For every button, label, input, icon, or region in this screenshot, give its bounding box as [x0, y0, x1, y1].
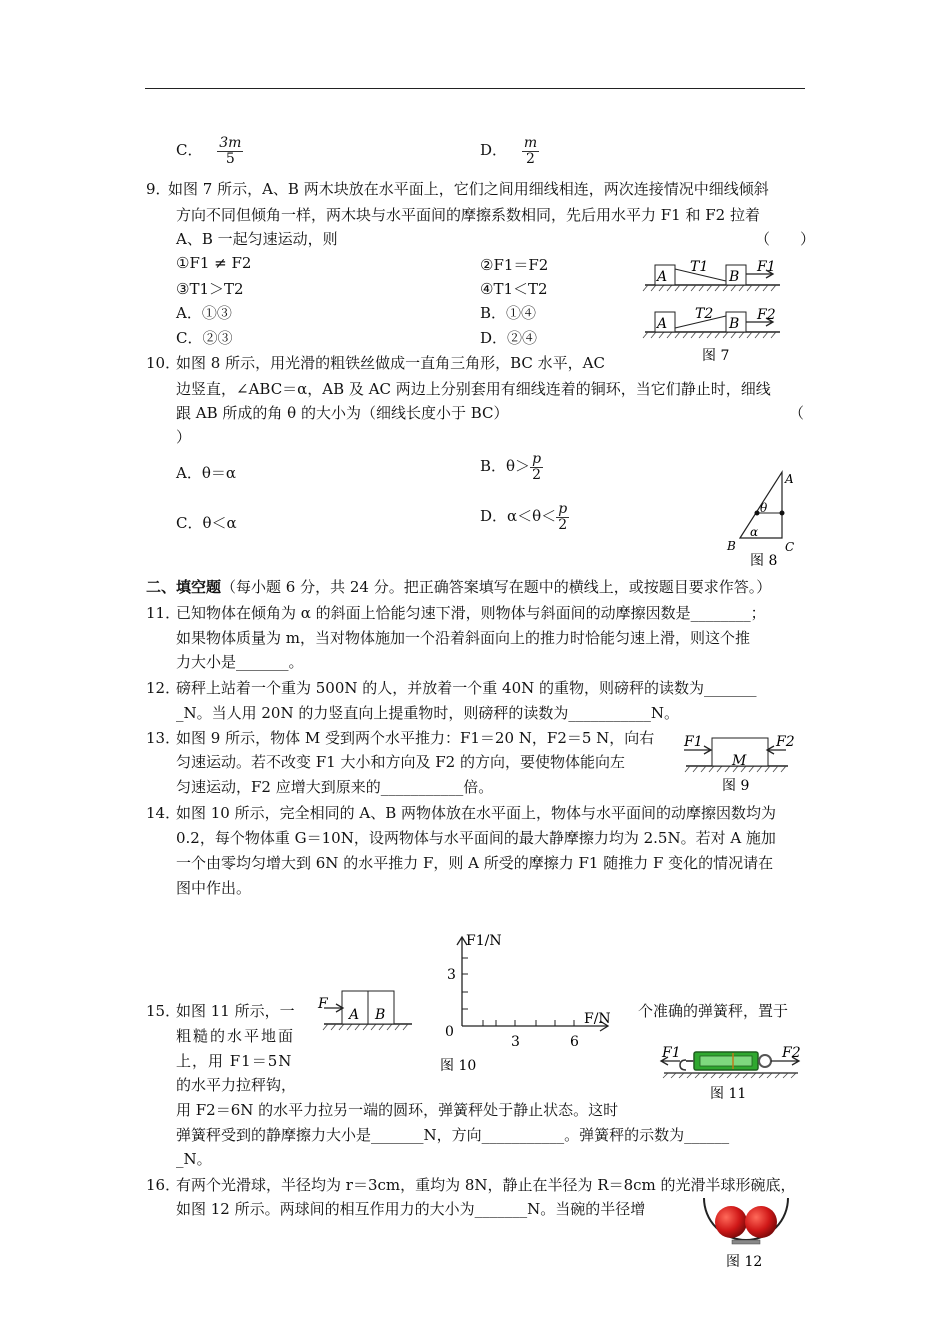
q9-option-b: B．①④: [480, 304, 537, 322]
section2-desc: （每小题 6 分，共 24 分。把正确答案填写在题中的横线上，或按题目要求作答。）: [221, 578, 772, 596]
q14-number: 14．: [146, 804, 181, 822]
figure-9: [680, 728, 795, 798]
fig8-ring-ab: [755, 511, 760, 516]
q15-line7: _N。: [176, 1150, 212, 1168]
figure-12: [696, 1192, 796, 1274]
fig9-label-f2: F2: [776, 734, 795, 750]
fig7-upper: [643, 259, 780, 291]
q13-number: 13．: [146, 729, 181, 747]
q9-line2: 方向不同但倾角一样，两木块与水平面间的摩擦系数相同，先后用水平力 F1 和 F2 拉着: [176, 206, 760, 224]
q8-d-fraction: $\frac{m}{2}$: [523, 135, 538, 167]
fig11-label-f2: F2: [782, 1045, 801, 1061]
q9-statement-2: ②F1＝F2: [480, 256, 549, 274]
fig11-label-f1: F1: [662, 1045, 681, 1061]
q10-option-a: A．θ＝α: [176, 464, 236, 482]
fig10-label-f: F: [318, 996, 328, 1012]
q13-line2: 匀速运动。若不改变 F1 大小和方向及 F2 的方向，要使物体能向左: [176, 753, 625, 771]
fig7-label-f2: F2: [757, 307, 776, 323]
q11-line1: 已知物体在倾角为 α 的斜面上恰能匀速下滑，则物体与斜面间的动摩擦因数是________；: [176, 604, 766, 622]
fig10-label-b: B: [375, 1007, 386, 1023]
fig11-hook: [680, 1060, 686, 1070]
figure-10-blocks: [316, 986, 416, 1036]
figure-11: [658, 1040, 804, 1104]
q11-number: 11．: [146, 604, 181, 622]
q14-line1: 如图 10 所示，完全相同的 A、B 两物体放在水平面上，物体与水平面间的动摩擦因数均为: [176, 804, 777, 822]
q9-number: 9．: [146, 180, 171, 198]
q12-number: 12．: [146, 679, 181, 697]
q15-number: 15．: [146, 1002, 181, 1020]
q9-line1: 如图 7 所示，A、B 两木块放在水平面上，它们之间用细线相连，两次连接情况中细线倾斜: [168, 180, 769, 198]
q9-line3: A、B 一起匀速运动，则: [176, 230, 338, 248]
q13-line3: 匀速运动，F2 应增大到原来的___________倍。: [176, 778, 494, 796]
fig12-caption: 图 12: [726, 1254, 763, 1270]
q11-line3: 力大小是_______。: [176, 653, 304, 671]
figure-8: [722, 466, 802, 572]
fig9-label-m: M: [732, 753, 747, 769]
fig7-label-f1: F1: [757, 259, 776, 275]
fig12-base: [732, 1240, 760, 1244]
fig7-lower: [643, 306, 780, 338]
figure-7: [640, 252, 790, 367]
q15-line4: 的水平力拉秤钩，: [176, 1076, 297, 1094]
q9-statement-3: ③T1＞T2: [176, 280, 244, 298]
fig8-caption: 图 8: [750, 553, 778, 569]
fig11-caption: 图 11: [710, 1086, 747, 1102]
fig7-label-a1: A: [657, 269, 668, 285]
q16-number: 16．: [146, 1176, 181, 1194]
q10-option-d: D．α＜θ＜ $\frac{p}{2}$: [480, 501, 568, 533]
fig8-label-a: A: [785, 472, 794, 486]
fig10-y-tick-3: 3: [447, 967, 456, 983]
q10-bracket-close: ）: [176, 428, 192, 446]
fig8-label-b: B: [727, 539, 736, 553]
section2-header: [146, 576, 771, 597]
q11-line2: 如果物体质量为 m，当对物体施加一个沿着斜面向上的推力时恰能匀速上滑，则这个推: [176, 629, 750, 647]
q16-line1: 有两个光滑球，半径均为 r＝3cm，重均为 8N，静止在半径为 R＝8cm 的光滑半球形碗底，: [176, 1176, 796, 1194]
q12-line2: _N。当人用 20N 的力竖直向上提重物时，则磅秤的读数为___________N。: [176, 704, 680, 722]
fig10-x-label: F/N: [584, 1011, 611, 1027]
q14-line3: 一个由零均匀增大到 6N 的水平推力 F，则 A 所受的摩擦力 F1 随推力 F 变化的情况请在: [176, 854, 774, 872]
q15-line6: 弹簧秤受到的静摩擦力大小是_______N，方向___________。弹簧秤的示数为______: [176, 1126, 730, 1144]
q9-statement-4: ④T1＜T2: [480, 280, 548, 298]
q14-line2: 0.2，每个物体重 G＝10N，设两物体与水平面间的最大静摩擦力均为 2.5N。若对 A 施加: [176, 829, 776, 847]
q10-bracket-open: （: [789, 404, 805, 422]
q10-line2: 边竖直，∠ABC＝α，AB 及 AC 两边上分别套用有细线连着的铜环，当它们静止时，细线: [176, 380, 771, 398]
q10-line3: 跟 AB 所成的角 θ 的大小为（细线长度小于 BC）: [176, 404, 509, 422]
fig7-label-t2: T2: [695, 306, 714, 322]
q12-line1: 磅秤上站着一个重为 500N 的人，并放着一个重 40N 的重物，则磅秤的读数为_______: [176, 679, 757, 697]
fig9-caption: 图 9: [722, 778, 750, 794]
q10-option-b: B．θ＞ $\frac{p}{2}$: [480, 451, 542, 483]
fig10-x-tick-3: 3: [511, 1034, 520, 1050]
q9-statement-1: ①F1 ≠ F2: [176, 254, 252, 272]
q9-option-a: A．①③: [176, 304, 232, 322]
q8-option-c: C． $\frac{3m}{5}$: [176, 135, 242, 167]
q10-line1: 如图 8 所示，用光滑的粗铁丝做成一直角三角形，BC 水平，AC: [176, 354, 605, 372]
fig10-ticks: [462, 958, 574, 1026]
fig8-alpha: α: [750, 525, 759, 539]
q10-b-fraction: $\frac{p}{2}$: [532, 451, 542, 483]
fig7-label-a2: A: [657, 316, 668, 332]
q15-line3: 上，用 F1＝5N: [176, 1052, 293, 1070]
fig7-label-t1: T1: [690, 259, 709, 275]
fig8-ring-ac: [780, 511, 785, 516]
q9-answer-bracket: （ ）: [755, 230, 816, 248]
q10-d-fraction: $\frac{p}{2}$: [558, 501, 568, 533]
q13-line1: 如图 9 所示，物体 M 受到两个水平推力：F1＝20 N，F2＝5 N，向右: [176, 729, 655, 747]
fig12-ball-right: [745, 1206, 777, 1238]
q15-line5: 用 F2＝6N 的水平力拉另一端的圆环，弹簧秤处于静止状态。这时: [176, 1101, 619, 1119]
q15-line1a: 如图 11 所示，一: [176, 1002, 295, 1020]
fig8-theta: θ: [760, 501, 768, 515]
fig8-label-c: C: [785, 540, 795, 554]
fig10-label-a: A: [349, 1007, 360, 1023]
fig7-label-b2: B: [729, 316, 740, 332]
q8-c-fraction: $\frac{3m}{5}$: [219, 135, 242, 167]
section2-title: 二、填空题: [146, 578, 222, 596]
fig10-x-tick-6: 6: [570, 1034, 579, 1050]
fig11-ring: [759, 1055, 771, 1067]
fig7-label-b1: B: [729, 269, 740, 285]
q14-line4: 图中作出。: [176, 879, 252, 897]
q15-line1b: 个准确的弹簧秤，置于: [638, 1002, 789, 1020]
q9-option-c: C．②③: [176, 329, 233, 347]
fig10-y-label: F1/N: [466, 933, 502, 949]
fig7-caption: 图 7: [702, 348, 730, 364]
fig9-label-f1: F1: [684, 734, 703, 750]
q9-option-d: D．②④: [480, 329, 538, 347]
fig10-caption: 图 10: [440, 1058, 477, 1074]
figure-10-graph: [440, 928, 620, 1078]
q10-number: 10．: [146, 354, 181, 372]
fig12-ball-left: [715, 1206, 747, 1238]
q10-option-c: C．θ＜α: [176, 514, 237, 532]
q15-line2: 粗糙的水平地面: [176, 1027, 296, 1045]
fig10-origin: 0: [445, 1024, 454, 1040]
header-rule: [145, 88, 805, 89]
q8-option-d: D． $\frac{m}{2}$: [480, 135, 538, 167]
q16-line2: 如图 12 所示。两球间的相互作用力的大小为_______N。当碗的半径增: [176, 1200, 646, 1218]
